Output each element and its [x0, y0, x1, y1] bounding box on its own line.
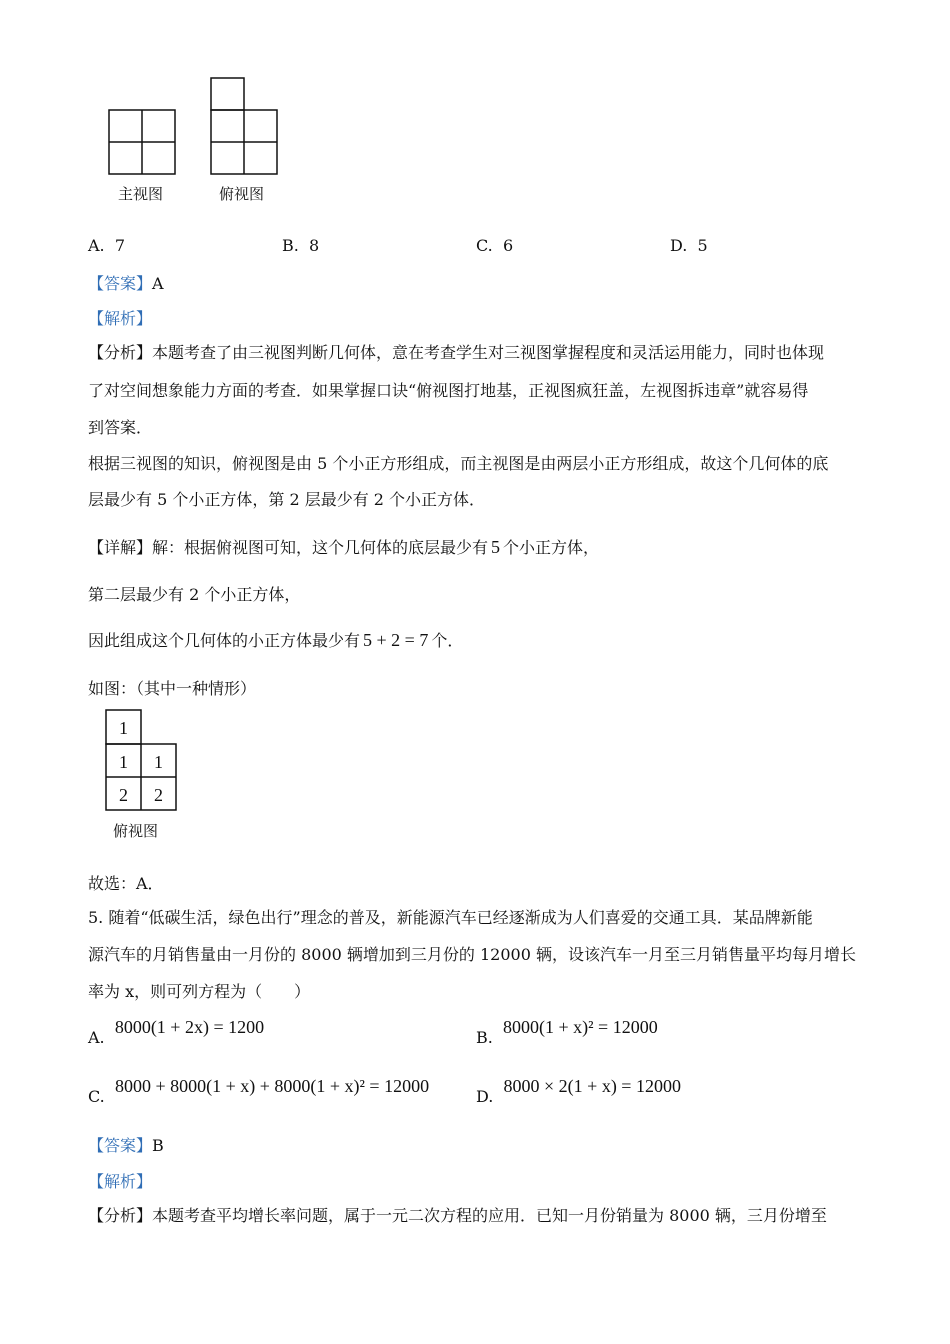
q4-fenxi-line1: 【分析】本题考查了由三视图判断几何体，意在考查学生对三视图掌握程度和灵活运用能力，同时也体现: [88, 343, 825, 362]
q4-conclusion: 故选：A．: [88, 874, 164, 893]
q4-option-c: C. 6: [476, 236, 514, 255]
grid-cell-r2c1: 1: [119, 752, 128, 772]
q4-basis-line2: 层最少有 5 个小正方体，第 2 层最少有 2 个小正方体．: [88, 490, 486, 509]
answer-tag: 【答案】: [88, 1136, 153, 1155]
front-view-grid: [109, 110, 175, 174]
q5-option-a: A. 8000(1 + 2x) = 1200: [88, 1017, 265, 1047]
fenxi-tag: 【分析】: [88, 1206, 153, 1225]
q5-option-d: D. 8000 × 2(1 + x) = 12000: [476, 1076, 681, 1106]
q4-option-b: B. 8: [282, 236, 320, 255]
q4-answer: 【答案】A: [88, 274, 164, 293]
q4-detail-line3: 因此组成这个几何体的小正方体最少有 5 + 2 = 7 个．: [88, 630, 464, 650]
q4-detail-line1: 【详解】解：根据俯视图可知，这个几何体的底层最少有 5 个小正方体，: [88, 537, 600, 557]
fenxi-tag: 【分析】: [88, 343, 153, 362]
grid-cell-r2c2: 1: [154, 752, 163, 772]
q4-detail-line2: 第二层最少有 2 个小正方体，: [88, 585, 301, 604]
q4-option-d: D. 5: [670, 236, 708, 255]
q4-fenxi-line3: 到答案．: [88, 418, 153, 437]
answer-tag: 【答案】: [88, 274, 153, 293]
q5-stem-line2: 源汽车的月销售量由一月份的 8000 辆增加到三月份的 12000 辆，设该汽车一月至三月销售量平均每月增长: [88, 945, 856, 964]
q4-fenxi-line2: 了对空间想象能力方面的考查．如果掌握口诀“俯视图打地基，正视图疯狂盖，左视图拆违章”就容易得: [88, 381, 809, 400]
q4-basis-line1: 根据三视图的知识，俯视图是由 5 个小正方形组成，而主视图是由两层小正方形组成，故这个几何体的底: [88, 454, 829, 473]
q5-option-b: B. 8000(1 + x)² = 12000: [476, 1017, 658, 1047]
q5-answer: 【答案】B: [88, 1136, 164, 1155]
grid-caption: 俯视图: [113, 822, 159, 840]
q4-option-a: A. 7: [88, 236, 125, 255]
front-view-caption: 主视图: [118, 185, 164, 203]
grid-cell-r1c1: 1: [119, 718, 128, 738]
q5-option-c: C. 8000 + 8000(1 + x) + 8000(1 + x)² = 12000: [88, 1076, 430, 1106]
top-view-caption: 俯视图: [219, 185, 265, 203]
q4-figure-intro: 如图：（其中一种情形）: [88, 679, 257, 698]
q4-analysis-tag: 【解析】: [88, 309, 153, 328]
numbered-top-view: [100, 705, 190, 815]
q5-stem-line1: 5. 随着“低碳生活，绿色出行”理念的普及，新能源汽车已经逐渐成为人们喜爱的交通工具．某品牌新能: [88, 908, 813, 927]
grid-cell-r3c1: 2: [119, 785, 128, 805]
q5-stem-line3: 率为 x，则可列方程为（ ）: [88, 982, 311, 1001]
detail-tag: 【详解】: [88, 538, 153, 557]
grid-cell-r3c2: 2: [154, 785, 163, 805]
q5-analysis-tag: 【解析】: [88, 1172, 153, 1191]
q5-fenxi-line1: 【分析】本题考查平均增长率问题，属于一元二次方程的应用．已知一月份销量为 8000 辆，三月份增至: [88, 1206, 827, 1225]
top-view-grid: [211, 78, 277, 174]
